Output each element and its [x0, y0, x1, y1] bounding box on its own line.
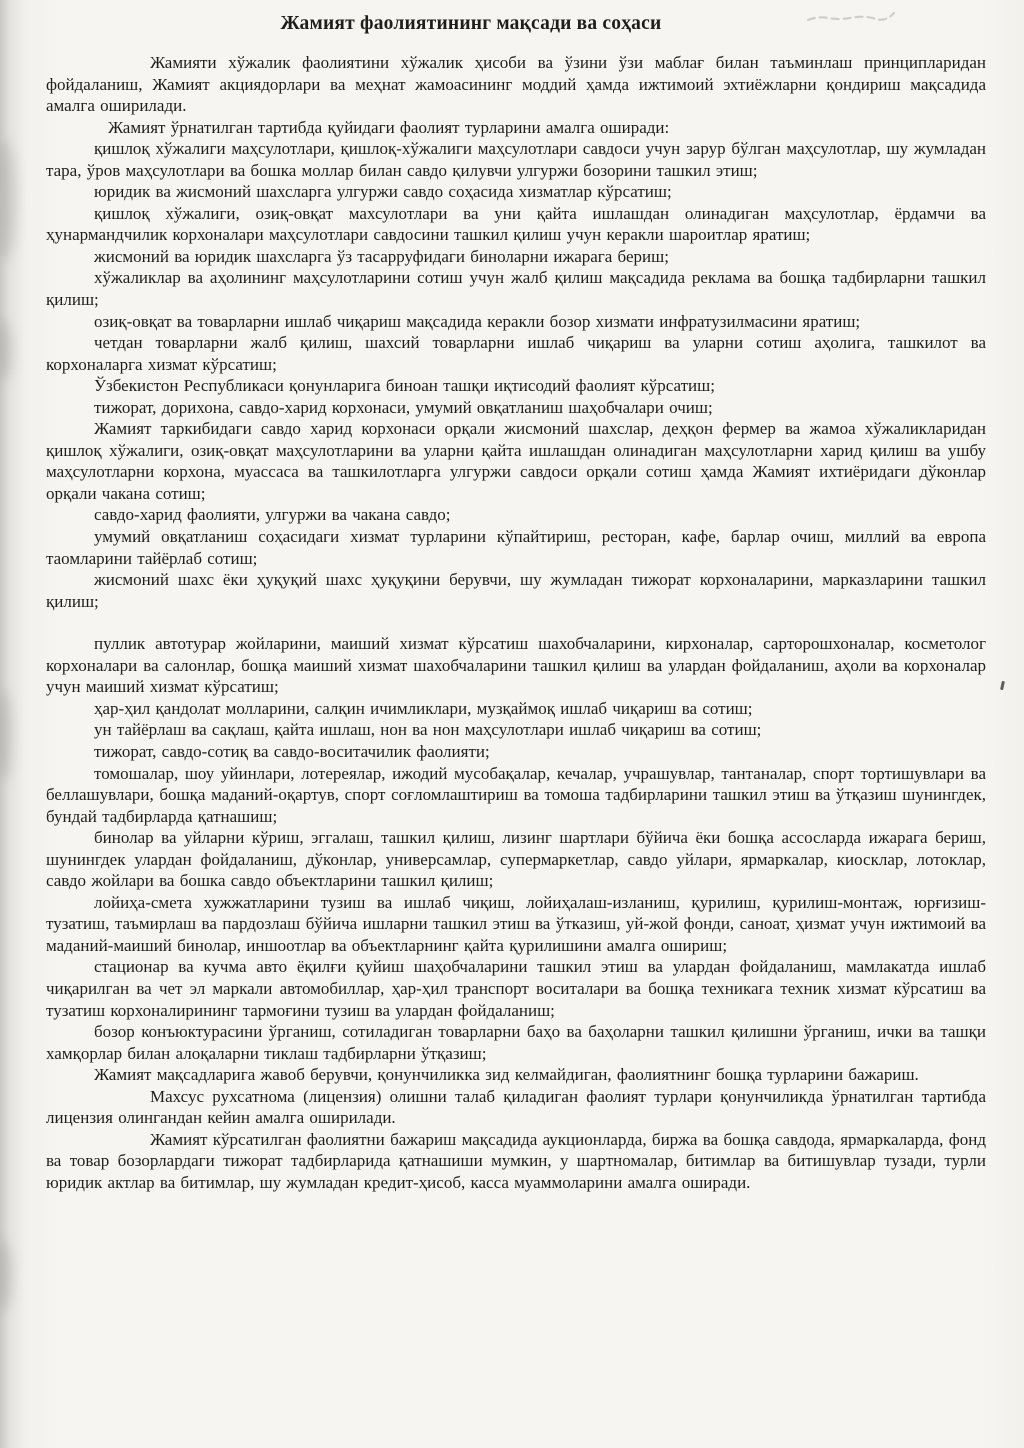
paragraph-activity-item: ун тайёрлаш ва сақлаш, қайта ишлаш, нон ва нон маҳсулотлари ишлаб чиқариш ва сотиш;	[94, 720, 762, 740]
paragraph-activity-item: тижорат, дорихона, савдо-харид корхонаси, умумий овқатланиш шаҳобчалари очиш;	[94, 397, 713, 417]
paragraph-license-note: Махсус рухсатнома (лицензия) олишни талаб қиладиган фаолият турлари қонунчиликда ўрнатилган тартибда лицензия олингандан кейин амалга оширилади.	[46, 1086, 986, 1128]
paragraph-activities-lead: Жамият ўрнатилган тартибда қуйидаги фаолият турларини амалга оширади:	[108, 117, 670, 137]
paragraph-activity-item: лойиҳа-смета хужжатларини тузиш ва ишлаб чиқиш, лойиҳалаш-изланиш, қурилиш, қурилиш-монтаж, юрғизиш-тузатиш, таъмирлаш ва пардозлаш бўйича ишларни ташкил этиш ва ўтказиш, уй-жой фонди, саноат, ҳизмат учун ижтимоий ва маданий-маиший бинолар, иншоотлар ва объектларнинг қайта қурилишини амалга ошириш;	[46, 892, 986, 955]
paragraph-activity-item: Ўзбекистон Республикаси қонунларига биноан ташқи иқтисодий фаолият кўрсатиш;	[94, 376, 715, 396]
paragraph-activity-item: озиқ-овқат ва товарларни ишлаб чиқариш мақсадида керакли бозор хизмати инфратузилмасини яратиш;	[94, 311, 861, 331]
scan-edge-smudge	[0, 320, 12, 380]
paragraph-activity-item: пуллик автотурар жойларини, маиший хизмат кўрсатиш шахобчаларини, кирхоналар, сарторошхоналар, косметолог корхоналари ва салонлар, бошқа маиший хизмат шахобчаларини ташкил қилиш ва улардан фойдаланиш, аҳоли ва корхоналар учун маиший хизмат кўрсатиш;	[46, 634, 986, 697]
scan-edge-smudge	[0, 1240, 12, 1310]
paragraph-activity-item: бинолар ва уйларни кўриш, эггалаш, ташкил қилиш, лизинг шартлари бўйича ёки бошқа ассосларда ижарага бериш, шунингдек улардан фойдаланиш, дўконлар, универсамлар, супермаркетлар, савдо уйлари, ярмаркалар, киосклар, лотоклар, савдо жойлари ва бошка савдо объектларини ташкил қилиш;	[46, 828, 986, 891]
scan-edge-smudge	[0, 690, 12, 780]
paragraph-activity-item: жисмоний шахс ёки ҳуқуқий шахс ҳуқуқини берувчи, шу жумладан тижорат корхоналарини, марказларини ташкил қилиш;	[46, 570, 986, 611]
paragraph-activity-item: четдан товарларни жалб қилиш, шахсий товарларни ишлаб чиқариш ва уларни сотиш аҳолига, ташкилот ва корхоналарга хизмат кўрсатиш;	[46, 333, 986, 374]
paragraph-trade-participation: Жамият кўрсатилган фаолиятни бажариш мақсадида аукционларда, биржа ва бошқа савдода, ярмаркаларда, фонд ва товар бозорлардаги тижорат тадбирларида қатнашиши мумкин, у шартномалар, битимлар ва битишувлар тузади, турли юридик актлар ва битимлар, шу жумладан кредит-ҳисоб, касса муаммоларини амалга оширади.	[46, 1129, 986, 1192]
document-title: Жамият фаолиятининг мақсади ва соҳаси	[280, 13, 662, 34]
document-body	[46, 13, 986, 1193]
paragraph-activity-item: ҳар-ҳил қандолат молларини, салқин ичимликлари, музқаймоқ ишлаб чиқариш ва сотиш;	[94, 698, 753, 718]
paragraph-activity-item: хўжаликлар ва аҳолининг маҳсулотларини сотиш учун жалб қилиш мақсадида реклама ва бошқа тадбирларни ташкил қилиш;	[46, 268, 986, 310]
paragraph-activity-item: томошалар, шоу уйинлари, лотереялар, ижодий мусобақалар, кечалар, учрашувлар, тантаналар, спорт тортишувлари ва беллашувлари, бошқа маданий-оқартув, спорт соғломлаштириш ва томоша тадбирларини ташкил этиш ва ўтқазиш шунингдек, бундай тадбирларда қатнашиш;	[46, 763, 986, 826]
paragraph-activity-item: қишлоқ хўжалиги маҳсулотлари, қишлоқ-хўжалиги маҳсулотлари савдоси учун зарур бўлган маҳсулотлар, шу жумладан тара, ўров маҳсулотлари ва бошка моллар билан савдо қилувчи улгуржи бозорини ташкил этиш;	[46, 139, 986, 180]
paragraph-activity-item: тижорат, савдо-сотиқ ва савдо-воситачилик фаолияти;	[94, 741, 490, 761]
paragraph-activity-item: стационар ва кучма авто ёқилғи қуйиш шаҳобчаларини ташкил этиш ва улардан фойдаланиш, мамлакатда ишлаб чиқарилган ва чет эл маркали автомобиллар, ҳар-ҳил транспорт воситалари ва бошқа техникага техник хизмат кўрсатиш ва тузатиш корхоналирининг тармоғини тузиш ва улардан фойдаланиш;	[46, 957, 986, 1020]
paragraph-intro: Жамияти хўжалик фаолиятини хўжалик ҳисоби ва ўзини ўзи маблағ билан таъминлаш принципларидан фойдаланиш, Жамият акциядорлари ва меҳнат жамоасининг моддий ҳамда ижтимоий эхтиёжларни қондириш мақсадида амалга оширилади.	[46, 53, 986, 116]
paragraph-activity-item: юридик ва жисмоний шахсларга улгуржи савдо соҳасида хизматлар кўрсатиш;	[94, 182, 672, 202]
paragraph-activity-item: жисмоний ва юридик шахсларга ўз тасарруфидаги биноларни ижарага бериш;	[94, 246, 669, 266]
paragraph-activity-item: қишлоқ хўжалиги, озиқ-овқат махсулотлари ва уни қайта ишлашдан олинадиган маҳсулотлар, ёрдамчи ва ҳунармандчилик корхоналари маҳсулотлари савдосини ташкил қилиш учун керакли шароитлар яратиш;	[46, 203, 986, 245]
paragraph-activity-item: Жамият таркибидаги савдо харид корхонаси орқали жисмоний шахслар, деҳқон фермер ва жамоа хўжаликларидан қишлоқ хўжалиги, озиқ-овқат маҳсулотларини ва уларни қайта ишлашдан олинадиган маҳсулотларни харид қилиш ва ушбу маҳсулотларни корхона, муассаса ва ташкилотларга улгуржи савдоси орқали сотиш ҳамда Жамият ихтиёридаги дўконлар орқали чакана сотиш;	[46, 419, 986, 503]
paragraph-closing-other-activities: Жамият мақсадларига жавоб берувчи, қонунчиликка зид келмайдиган, фаолиятнинг бошқа турларини бажариш.	[94, 1065, 919, 1085]
stray-ink-mark	[1000, 681, 1005, 690]
paragraph-activity-item: бозор конъюктурасини ўрганиш, сотиладиган товарларни баҳо ва баҳоларни ташкил қилишни ўрганиш, ички ва ташқи хамқорлар билан алоқаларни тиклаш тадбирларни ўтқазиш;	[46, 1022, 986, 1063]
paragraph-activity-item: умумий овқатланиш соҳасидаги хизмат турларини кўпайтириш, ресторан, кафе, барлар очиш, миллий ва европа таомларини тайёрлаб сотиш;	[46, 527, 986, 568]
paragraph-activity-item: савдо-харид фаолияти, улгуржи ва чакана савдо;	[94, 505, 451, 525]
scan-edge-smudge	[0, 140, 16, 260]
